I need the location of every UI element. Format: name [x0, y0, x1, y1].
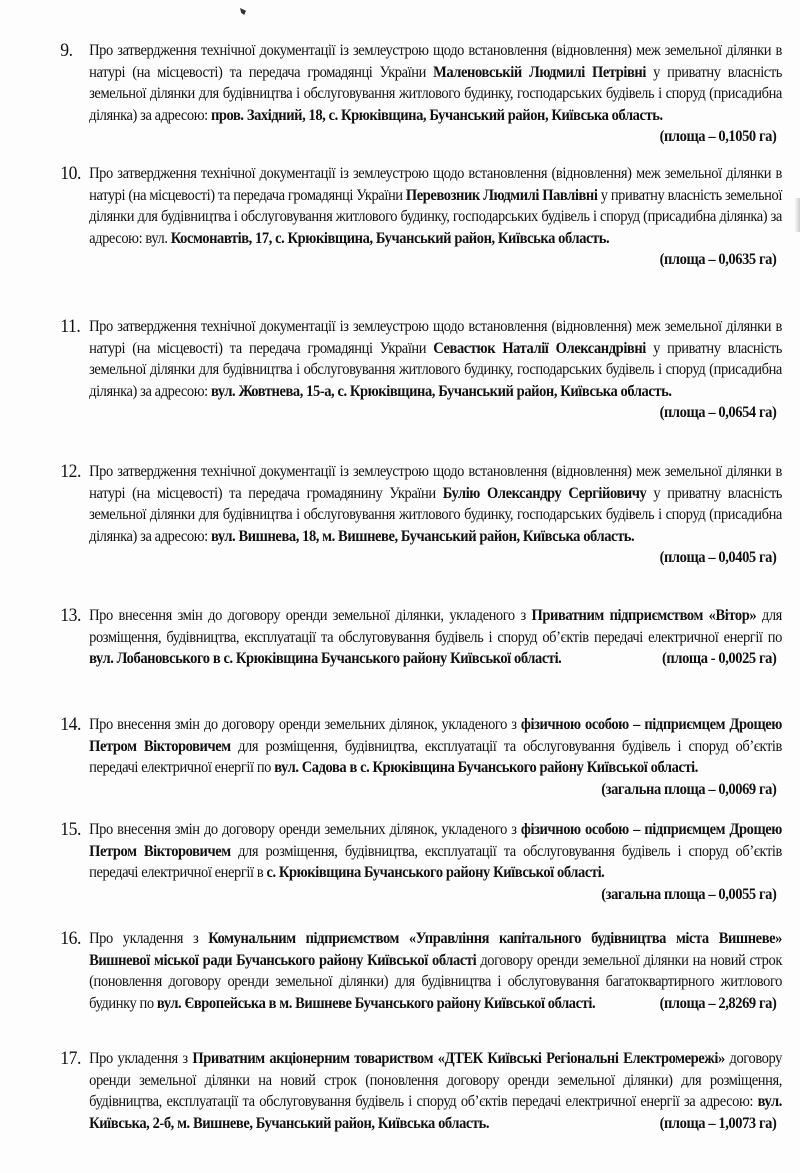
- item-area: (площа – 0,0654 га): [659, 404, 777, 421]
- item-text: договору оренди земельної ділянки на новий строк (поновлення договору оренди земельної ділянки) для будівництва і обслуговування багатоквартирного житлового будинку по: [89, 951, 782, 1012]
- item-address: вул. Садова в с. Крюківщина Бучанського району Київської області.: [274, 759, 699, 776]
- item-text: Про затвердження технічної документації із землеустрою щодо встановлення (відновлення) меж земельної ділянки в натурі (на місцевості) та передача громадянці України: [89, 42, 782, 81]
- item-area: (площа – 0,0405 га): [659, 549, 777, 566]
- item-area: (загальна площа – 0,0055 га): [601, 885, 777, 903]
- item-text: Про внесення змін до договору оренди земельних ділянок, укладеного з: [89, 716, 521, 733]
- item-number: 9.: [60, 40, 73, 61]
- agenda-item-9: [60, 40, 782, 148]
- item-address: Космонавтів, 17, с. Крюківщина, Бучанський район, Київська область.: [170, 229, 610, 247]
- agenda-item-14: [60, 714, 782, 800]
- item-text: для розміщення, будівництва, експлуатації та обслуговування будівель і споруд об’єктів передачі електричної енергії по: [89, 607, 782, 646]
- item-address: вул. Жовтнева, 15-а, с. Крюківщина, Бучанський район, Київська область.: [210, 382, 672, 400]
- item-organization: Приватним акціонерним товариством «ДТЕК Київські Регіональні Електромережі»: [192, 1050, 725, 1067]
- item-number: 15.: [60, 819, 81, 840]
- item-text: у приватну власність земельної ділянки для будівництва і обслуговування житлового будинку, господарських будівель і споруд (присадибна ділянка) за адресою:: [89, 339, 782, 400]
- item-person: Перевозник Людмилі Павлівні: [405, 186, 598, 204]
- item-area: (загальна площа – 0,0069 га): [601, 780, 777, 798]
- agenda-item-12: [60, 461, 782, 569]
- item-area: (площа – 0,1050 га): [659, 128, 777, 145]
- item-area: (площа – 0,0635 га): [659, 251, 777, 268]
- item-number: 12.: [60, 461, 81, 482]
- item-text: для розміщення, будівництва, експлуатації та обслуговування будівель і споруд об’єктів передачі електричної енергії в: [89, 842, 782, 881]
- item-address: вул. Лобановського в с. Крюківщина Бучанського району Київської області.: [89, 650, 562, 667]
- item-text: Про внесення змін до договору оренди земельної ділянки, укладеного з: [89, 607, 532, 624]
- item-text: у приватну власність земельної ділянки для будівництва і обслуговування житлового будинку, господарських будівель і споруд (присадибна ділянка) за адресою:: [89, 484, 782, 545]
- item-person: Севастюк Наталії Олександрівні: [433, 339, 646, 357]
- agenda-item-15: [60, 819, 782, 905]
- item-person: Маленовській Людмилі Петрівні: [433, 63, 646, 81]
- item-organization: Приватним підприємством «Вітор»: [531, 607, 757, 624]
- item-organization: Комунальним підприємством «Управління капітального будівництва міста Вишневе» Вишневої міської ради Бучанського району Київської області: [89, 930, 782, 969]
- item-number: 11.: [60, 316, 81, 337]
- agenda-item-10: [60, 163, 782, 271]
- agenda-item-16: [60, 928, 782, 1014]
- item-text: у приватну власність земельної ділянки для будівництва і обслуговування житлового будинку, господарських будівель і споруд (присадибна ділянка) за адресою: вул.: [89, 186, 782, 247]
- item-text: Про укладення з: [89, 1050, 193, 1067]
- item-area: (площа – 2,8269 га): [659, 994, 777, 1012]
- item-text: у приватну власність земельної ділянки для будівництва і обслуговування житлового будинку, господарських будівель і споруд (присадибна ділянка) за адресою:: [89, 63, 782, 124]
- agenda-item-13: [60, 605, 782, 670]
- item-person: фізичною особою – підприємцем Дрощею Петром Вікторовичем: [89, 821, 782, 860]
- scan-edge-mark: [794, 198, 800, 232]
- item-area: (площа – 1,0073 га): [659, 1114, 777, 1132]
- item-person: фізичною особою – підприємцем Дрощею Петром Вікторовичем: [89, 716, 782, 755]
- item-address: вул. Київська, 2-б, м. Вишневе, Бучанський район, Київська область.: [89, 1093, 782, 1132]
- item-address: с. Крюківщина Бучанського району Київської області.: [266, 864, 605, 881]
- item-number: 14.: [60, 714, 81, 735]
- item-address: пров. Західний, 18, с. Крюківщина, Бучанський район, Київська область.: [210, 106, 663, 124]
- scan-speck: [240, 8, 246, 15]
- item-number: 10.: [60, 163, 81, 184]
- item-text: Про внесення змін до договору оренди земельних ділянок, укладеного з: [89, 821, 521, 838]
- item-number: 13.: [60, 605, 81, 626]
- item-address: вул. Європейська в м. Вишневе Бучанського району Київської області.: [156, 994, 596, 1012]
- agenda-item-17: [60, 1048, 782, 1134]
- item-person: Булію Олександру Сергійовичу: [442, 484, 647, 502]
- item-text: Про затвердження технічної документації із землеустрою щодо встановлення (відновлення) меж земельної ділянки в натурі (на місцевості) та передача громадянці України: [89, 165, 782, 204]
- agenda-item-11: [60, 316, 782, 424]
- item-address: вул. Вишнева, 18, м. Вишневе, Бучанський район, Київська область.: [210, 527, 635, 545]
- item-text: договору оренди земельної ділянки на новий строк (поновлення договору оренди земельної ділянки) для розміщення, будівництва, експлуатації та обслуговування будівель і споруд об’єктів передачі електричної енергії за адресою:: [89, 1050, 782, 1110]
- item-text: Про укладення з: [89, 930, 209, 947]
- item-text: для розміщення, будівництва, експлуатації та обслуговування будівель і споруд об’єктів передачі електричної енергії по: [89, 737, 782, 776]
- item-number: 16.: [60, 928, 81, 949]
- item-number: 17.: [60, 1048, 81, 1069]
- item-text: Про затвердження технічної документації із землеустрою щодо встановлення (відновлення) меж земельної ділянки в натурі (на місцевості) та передача громадянину України: [89, 463, 782, 502]
- item-text: Про затвердження технічної документації із землеустрою щодо встановлення (відновлення) меж земельної ділянки в натурі (на місцевості) та передача громадянці України: [89, 318, 782, 357]
- item-area: (площа - 0,0025 га): [662, 650, 777, 667]
